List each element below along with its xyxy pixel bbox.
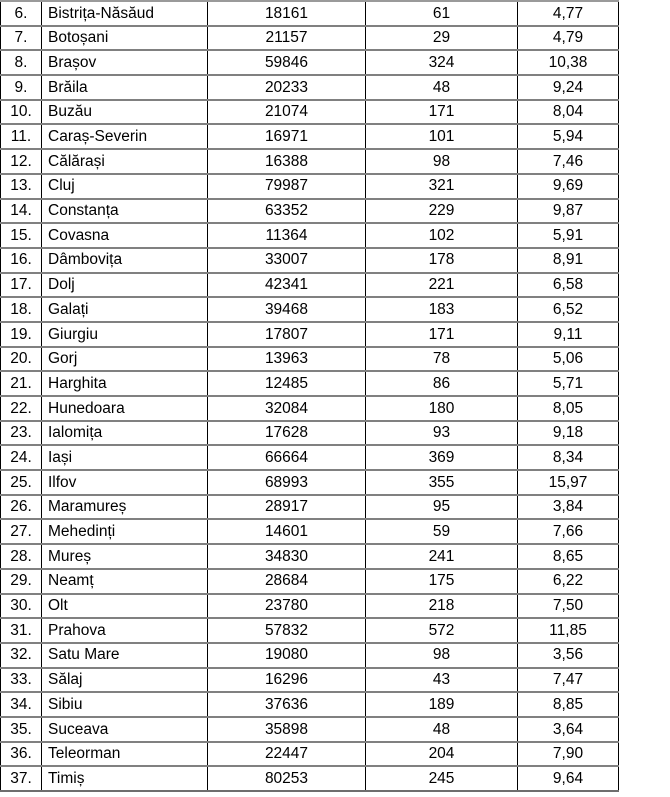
table-row[interactable]	[1, 470, 619, 495]
value-1-cell[interactable]: 16296	[208, 668, 366, 693]
value-3-cell[interactable]: 8,04	[518, 100, 619, 125]
value-3-cell[interactable]: 8,91	[518, 248, 619, 273]
row-number-cell[interactable]: 8.	[1, 50, 42, 75]
value-1-cell[interactable]: 37636	[208, 692, 366, 717]
value-1-cell[interactable]: 23780	[208, 594, 366, 619]
value-3-cell[interactable]: 7,66	[518, 519, 619, 544]
value-1-cell[interactable]: 33007	[208, 248, 366, 273]
row-number-cell[interactable]: 10.	[1, 100, 42, 125]
county-name-cell[interactable]: Timiș	[42, 766, 208, 791]
value-3-cell[interactable]: 10,38	[518, 50, 619, 75]
county-name-cell[interactable]: Sălaj	[42, 668, 208, 693]
table-row[interactable]	[1, 445, 619, 470]
value-2-cell[interactable]: 59	[366, 519, 518, 544]
county-name-cell[interactable]: Prahova	[42, 618, 208, 643]
row-number-cell[interactable]: 14.	[1, 199, 42, 224]
county-name-cell[interactable]: Brăila	[42, 75, 208, 100]
county-name-cell[interactable]: Ialomița	[42, 421, 208, 446]
table-row[interactable]	[1, 199, 619, 224]
value-2-cell[interactable]: 183	[366, 297, 518, 322]
table-body	[1, 1, 619, 791]
value-2-cell[interactable]: 102	[366, 223, 518, 248]
value-1-cell[interactable]: 20233	[208, 75, 366, 100]
value-2-cell[interactable]: 98	[366, 643, 518, 668]
county-name-cell[interactable]: Ilfov	[42, 470, 208, 495]
value-3-cell[interactable]: 9,24	[518, 75, 619, 100]
value-3-cell[interactable]: 8,34	[518, 445, 619, 470]
county-name-cell[interactable]: Maramureș	[42, 495, 208, 520]
value-1-cell[interactable]: 32084	[208, 396, 366, 421]
table-row[interactable]	[1, 742, 619, 767]
value-1-cell[interactable]: 28917	[208, 495, 366, 520]
value-3-cell[interactable]: 8,85	[518, 692, 619, 717]
value-3-cell[interactable]: 11,85	[518, 618, 619, 643]
county-name-cell[interactable]: Mehedinți	[42, 519, 208, 544]
row-number-cell[interactable]: 30.	[1, 594, 42, 619]
county-name-cell[interactable]: Buzău	[42, 100, 208, 125]
table-row[interactable]	[1, 273, 619, 298]
value-1-cell[interactable]: 66664	[208, 445, 366, 470]
value-1-cell[interactable]: 17628	[208, 421, 366, 446]
value-2-cell[interactable]: 369	[366, 445, 518, 470]
table-row[interactable]	[1, 544, 619, 569]
value-2-cell[interactable]: 171	[366, 100, 518, 125]
value-1-cell[interactable]: 17807	[208, 322, 366, 347]
row-number-cell[interactable]: 6.	[1, 1, 42, 26]
county-name-cell[interactable]: Neamț	[42, 569, 208, 594]
value-3-cell[interactable]: 3,64	[518, 717, 619, 742]
value-3-cell[interactable]: 6,22	[518, 569, 619, 594]
row-number-cell[interactable]: 20.	[1, 347, 42, 372]
value-3-cell[interactable]: 9,64	[518, 766, 619, 791]
county-name-cell[interactable]: Hunedoara	[42, 396, 208, 421]
value-3-cell[interactable]: 4,79	[518, 26, 619, 51]
value-1-cell[interactable]: 21157	[208, 26, 366, 51]
value-1-cell[interactable]: 14601	[208, 519, 366, 544]
row-number-cell[interactable]: 23.	[1, 421, 42, 446]
row-number-cell[interactable]: 34.	[1, 692, 42, 717]
row-number-cell[interactable]: 35.	[1, 717, 42, 742]
row-number-cell[interactable]: 33.	[1, 668, 42, 693]
value-3-cell[interactable]: 9,18	[518, 421, 619, 446]
value-2-cell[interactable]: 178	[366, 248, 518, 273]
county-name-cell[interactable]: Iași	[42, 445, 208, 470]
county-name-cell[interactable]: Olt	[42, 594, 208, 619]
county-name-cell[interactable]: Constanța	[42, 199, 208, 224]
row-number-cell[interactable]: 17.	[1, 273, 42, 298]
row-number-cell[interactable]: 7.	[1, 26, 42, 51]
table-row[interactable]	[1, 174, 619, 199]
table-row[interactable]	[1, 26, 619, 51]
value-2-cell[interactable]: 175	[366, 569, 518, 594]
value-2-cell[interactable]: 86	[366, 371, 518, 396]
value-3-cell[interactable]: 7,47	[518, 668, 619, 693]
table-row[interactable]	[1, 396, 619, 421]
county-name-cell[interactable]: Giurgiu	[42, 322, 208, 347]
value-1-cell[interactable]: 34830	[208, 544, 366, 569]
value-1-cell[interactable]: 68993	[208, 470, 366, 495]
row-number-cell[interactable]: 18.	[1, 297, 42, 322]
row-number-cell[interactable]: 15.	[1, 223, 42, 248]
value-1-cell[interactable]: 16388	[208, 149, 366, 174]
table-row[interactable]	[1, 594, 619, 619]
value-3-cell[interactable]: 7,90	[518, 742, 619, 767]
value-2-cell[interactable]: 48	[366, 75, 518, 100]
value-3-cell[interactable]: 7,50	[518, 594, 619, 619]
table-row[interactable]	[1, 297, 619, 322]
value-1-cell[interactable]: 22447	[208, 742, 366, 767]
value-3-cell[interactable]: 6,58	[518, 273, 619, 298]
value-2-cell[interactable]: 355	[366, 470, 518, 495]
county-name-cell[interactable]: Brașov	[42, 50, 208, 75]
table-row[interactable]	[1, 149, 619, 174]
row-number-cell[interactable]: 21.	[1, 371, 42, 396]
value-2-cell[interactable]: 180	[366, 396, 518, 421]
row-number-cell[interactable]: 11.	[1, 124, 42, 149]
county-name-cell[interactable]: Călărași	[42, 149, 208, 174]
row-number-cell[interactable]: 12.	[1, 149, 42, 174]
table-row[interactable]	[1, 519, 619, 544]
table-row[interactable]	[1, 50, 619, 75]
value-2-cell[interactable]: 572	[366, 618, 518, 643]
value-2-cell[interactable]: 61	[366, 1, 518, 26]
value-3-cell[interactable]: 5,06	[518, 347, 619, 372]
table-row[interactable]	[1, 371, 619, 396]
value-1-cell[interactable]: 28684	[208, 569, 366, 594]
county-name-cell[interactable]: Suceava	[42, 717, 208, 742]
value-1-cell[interactable]: 19080	[208, 643, 366, 668]
row-number-cell[interactable]: 32.	[1, 643, 42, 668]
value-2-cell[interactable]: 189	[366, 692, 518, 717]
value-2-cell[interactable]: 95	[366, 495, 518, 520]
table-row[interactable]	[1, 223, 619, 248]
value-3-cell[interactable]: 4,77	[518, 1, 619, 26]
value-2-cell[interactable]: 93	[366, 421, 518, 446]
table-row[interactable]	[1, 766, 619, 791]
county-name-cell[interactable]: Sibiu	[42, 692, 208, 717]
value-1-cell[interactable]: 57832	[208, 618, 366, 643]
value-1-cell[interactable]: 21074	[208, 100, 366, 125]
value-1-cell[interactable]: 80253	[208, 766, 366, 791]
row-number-cell[interactable]: 31.	[1, 618, 42, 643]
county-name-cell[interactable]: Mureș	[42, 544, 208, 569]
table-row[interactable]	[1, 495, 619, 520]
table-row[interactable]	[1, 692, 619, 717]
table-row[interactable]	[1, 421, 619, 446]
value-1-cell[interactable]: 79987	[208, 174, 366, 199]
table-row[interactable]	[1, 75, 619, 100]
row-number-cell[interactable]: 37.	[1, 766, 42, 791]
county-name-cell[interactable]: Botoșani	[42, 26, 208, 51]
row-number-cell[interactable]: 27.	[1, 519, 42, 544]
row-number-cell[interactable]: 9.	[1, 75, 42, 100]
value-1-cell[interactable]: 18161	[208, 1, 366, 26]
value-2-cell[interactable]: 321	[366, 174, 518, 199]
value-2-cell[interactable]: 29	[366, 26, 518, 51]
value-3-cell[interactable]: 3,84	[518, 495, 619, 520]
value-3-cell[interactable]: 3,56	[518, 643, 619, 668]
county-name-cell[interactable]: Caraș-Severin	[42, 124, 208, 149]
value-1-cell[interactable]: 12485	[208, 371, 366, 396]
value-3-cell[interactable]: 9,11	[518, 322, 619, 347]
county-name-cell[interactable]: Gorj	[42, 347, 208, 372]
value-2-cell[interactable]: 43	[366, 668, 518, 693]
value-1-cell[interactable]: 35898	[208, 717, 366, 742]
table-row[interactable]	[1, 569, 619, 594]
table-row[interactable]	[1, 124, 619, 149]
value-2-cell[interactable]: 204	[366, 742, 518, 767]
table-row[interactable]	[1, 1, 619, 26]
value-3-cell[interactable]: 7,46	[518, 149, 619, 174]
value-2-cell[interactable]: 245	[366, 766, 518, 791]
table-row[interactable]	[1, 100, 619, 125]
table-row[interactable]	[1, 618, 619, 643]
value-2-cell[interactable]: 78	[366, 347, 518, 372]
row-number-cell[interactable]: 16.	[1, 248, 42, 273]
county-name-cell[interactable]: Dolj	[42, 273, 208, 298]
table-row[interactable]	[1, 248, 619, 273]
county-name-cell[interactable]: Bistrița-Năsăud	[42, 1, 208, 26]
county-name-cell[interactable]: Covasna	[42, 223, 208, 248]
value-3-cell[interactable]: 5,91	[518, 223, 619, 248]
row-number-cell[interactable]: 24.	[1, 445, 42, 470]
row-number-cell[interactable]: 13.	[1, 174, 42, 199]
value-1-cell[interactable]: 11364	[208, 223, 366, 248]
value-1-cell[interactable]: 63352	[208, 199, 366, 224]
row-number-cell[interactable]: 29.	[1, 569, 42, 594]
county-name-cell[interactable]: Cluj	[42, 174, 208, 199]
value-2-cell[interactable]: 229	[366, 199, 518, 224]
value-3-cell[interactable]: 15,97	[518, 470, 619, 495]
value-1-cell[interactable]: 59846	[208, 50, 366, 75]
value-3-cell[interactable]: 8,65	[518, 544, 619, 569]
county-name-cell[interactable]: Harghita	[42, 371, 208, 396]
value-2-cell[interactable]: 98	[366, 149, 518, 174]
row-number-cell[interactable]: 26.	[1, 495, 42, 520]
table-row[interactable]	[1, 717, 619, 742]
value-3-cell[interactable]: 8,05	[518, 396, 619, 421]
row-number-cell[interactable]: 19.	[1, 322, 42, 347]
value-1-cell[interactable]: 13963	[208, 347, 366, 372]
county-name-cell[interactable]: Dâmbovița	[42, 248, 208, 273]
value-3-cell[interactable]: 9,87	[518, 199, 619, 224]
row-number-cell[interactable]: 22.	[1, 396, 42, 421]
value-1-cell[interactable]: 39468	[208, 297, 366, 322]
row-number-cell[interactable]: 28.	[1, 544, 42, 569]
value-2-cell[interactable]: 171	[366, 322, 518, 347]
county-name-cell[interactable]: Satu Mare	[42, 643, 208, 668]
value-1-cell[interactable]: 16971	[208, 124, 366, 149]
row-number-cell[interactable]: 36.	[1, 742, 42, 767]
county-name-cell[interactable]: Galați	[42, 297, 208, 322]
row-number-cell[interactable]: 25.	[1, 470, 42, 495]
county-name-cell[interactable]: Teleorman	[42, 742, 208, 767]
value-3-cell[interactable]: 6,52	[518, 297, 619, 322]
value-3-cell[interactable]: 5,94	[518, 124, 619, 149]
value-3-cell[interactable]: 5,71	[518, 371, 619, 396]
table-row[interactable]	[1, 643, 619, 668]
value-2-cell[interactable]: 324	[366, 50, 518, 75]
table-row[interactable]	[1, 347, 619, 372]
table-row[interactable]	[1, 668, 619, 693]
value-1-cell[interactable]: 42341	[208, 273, 366, 298]
value-2-cell[interactable]: 48	[366, 717, 518, 742]
value-2-cell[interactable]: 241	[366, 544, 518, 569]
value-2-cell[interactable]: 101	[366, 124, 518, 149]
value-3-cell[interactable]: 9,69	[518, 174, 619, 199]
table-row[interactable]	[1, 322, 619, 347]
value-2-cell[interactable]: 218	[366, 594, 518, 619]
value-2-cell[interactable]: 221	[366, 273, 518, 298]
